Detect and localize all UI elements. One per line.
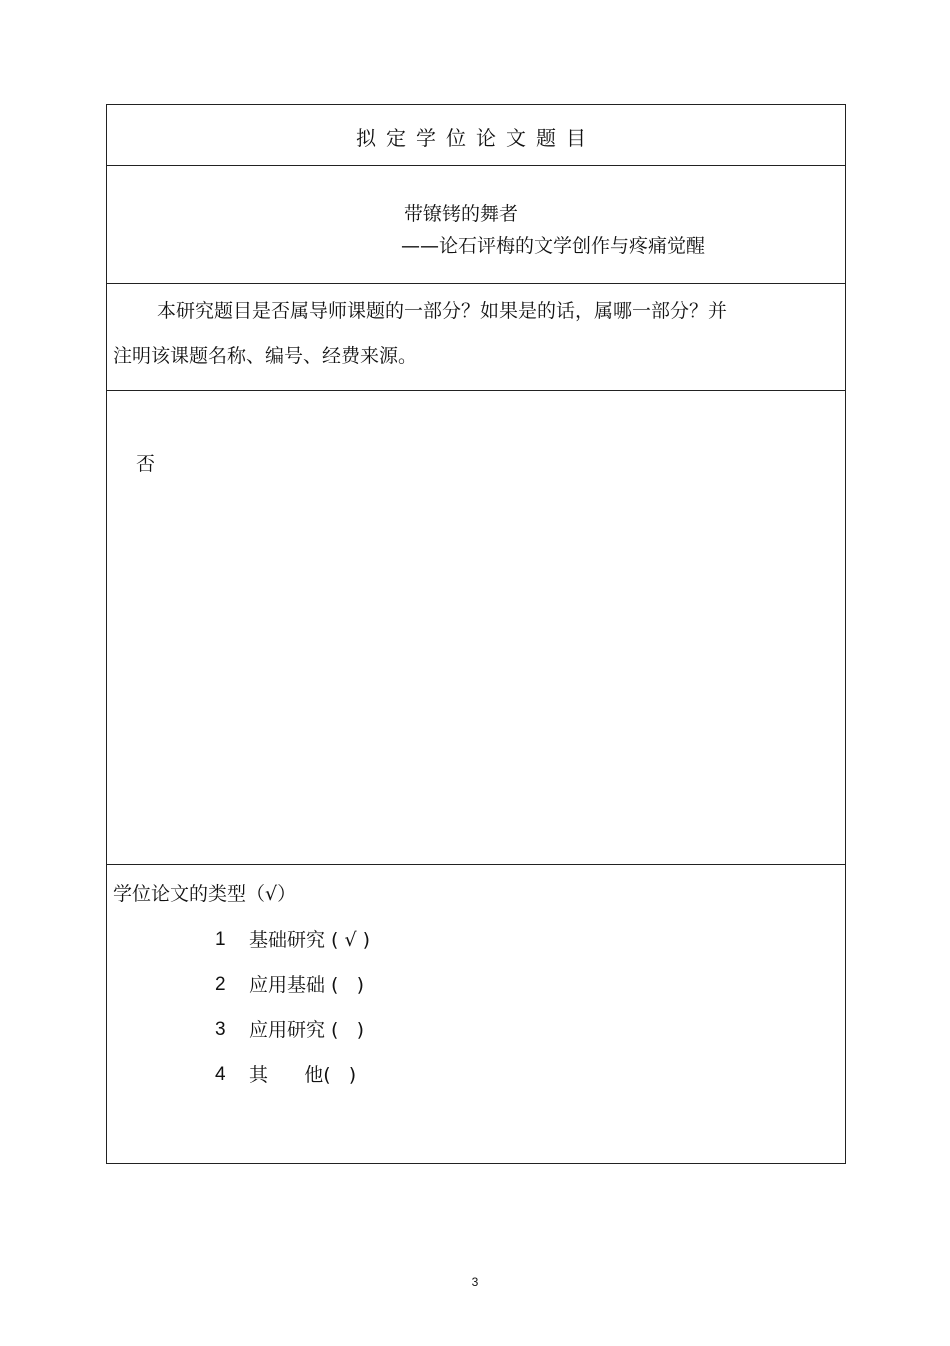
thesis-type-option (215, 1017, 370, 1062)
option-label: 应用研究 ( ) (249, 1019, 364, 1041)
option-label: 基础研究 ( √ ) (249, 929, 371, 951)
question-text-line1: 本研究题目是否属导师课题的一部分？如果是的话，属哪一部分？并 (157, 300, 728, 322)
answer-text: 否 (136, 453, 156, 475)
option-number: 3 (215, 1019, 226, 1040)
thesis-type-option (215, 1062, 370, 1107)
thesis-type-option (215, 927, 370, 972)
thesis-title-subtitle: ——论石评梅的文学创作与疼痛觉醒 (401, 235, 706, 257)
thesis-type-row (107, 865, 845, 1163)
option-number: 2 (215, 974, 226, 995)
answer-row (107, 391, 845, 865)
question-text-line2: 注明该课题名称、编号、经费来源。 (113, 345, 418, 367)
thesis-title-main: 带镣铐的舞者 (404, 203, 519, 225)
question-row (107, 284, 845, 391)
section-heading: 拟定学位论文题目 (356, 126, 596, 150)
option-number: 4 (215, 1064, 226, 1085)
page-number: 3 (471, 1275, 479, 1289)
thesis-type-heading: 学位论文的类型（√） (113, 883, 297, 905)
thesis-title-row (107, 166, 845, 284)
option-label: 其 他( ) (249, 1064, 357, 1086)
option-number: 1 (215, 929, 226, 950)
thesis-type-option (215, 972, 370, 1017)
option-label: 应用基础 ( ) (249, 974, 364, 996)
section-heading-row (107, 105, 845, 166)
thesis-form-table (106, 104, 846, 1164)
thesis-type-list (215, 927, 370, 1107)
